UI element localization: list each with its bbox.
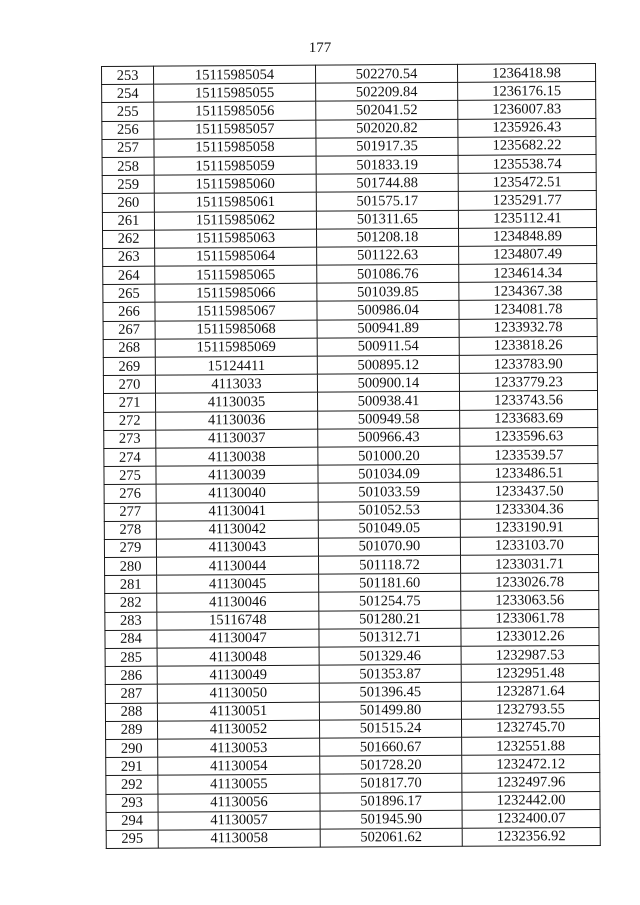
row-number-cell: 292	[106, 775, 158, 794]
point-id-cell: 41130051	[157, 702, 319, 721]
point-id-cell: 41130039	[156, 465, 318, 484]
row-number-cell: 285	[105, 648, 157, 667]
row-number-cell: 293	[106, 794, 158, 813]
row-number-cell: 271	[104, 394, 156, 413]
y-coordinate-cell: 1233061.78	[461, 609, 599, 628]
x-coordinate-cell: 500966.43	[318, 428, 460, 447]
row-number-cell: 260	[102, 193, 154, 212]
x-coordinate-cell: 501945.90	[320, 810, 462, 829]
point-id-cell: 41130057	[158, 811, 320, 830]
point-id-cell: 15115985062	[154, 211, 316, 230]
y-coordinate-cell: 1233596.63	[460, 427, 598, 446]
point-id-cell: 41130053	[158, 738, 320, 757]
row-number-cell: 259	[102, 175, 154, 194]
point-id-cell: 15115985061	[154, 192, 316, 211]
y-coordinate-cell: 1232497.96	[462, 773, 600, 792]
row-number-cell: 262	[103, 230, 155, 249]
x-coordinate-cell: 501312.71	[319, 628, 461, 647]
row-number-cell: 282	[105, 594, 157, 613]
x-coordinate-cell: 501280.21	[319, 610, 461, 629]
point-id-cell: 15115985055	[154, 83, 316, 102]
point-id-cell: 41130036	[156, 411, 318, 430]
y-coordinate-cell: 1234807.49	[459, 245, 597, 264]
x-coordinate-cell: 501118.72	[318, 555, 460, 574]
page-number: 177	[308, 40, 332, 56]
x-coordinate-cell: 502209.84	[316, 83, 458, 102]
point-id-cell: 41130044	[157, 556, 319, 575]
coordinates-table	[101, 63, 601, 849]
y-coordinate-cell: 1233486.51	[460, 464, 598, 483]
y-coordinate-cell: 1234848.89	[458, 227, 596, 246]
y-coordinate-cell: 1233783.90	[459, 354, 597, 373]
y-coordinate-cell: 1233304.36	[460, 500, 598, 519]
row-number-cell: 273	[104, 430, 156, 449]
point-id-cell: 41130035	[156, 393, 318, 412]
x-coordinate-cell: 502270.54	[315, 64, 457, 83]
y-coordinate-cell: 1232551.88	[462, 736, 600, 755]
point-id-cell: 41130054	[158, 756, 320, 775]
point-id-cell: 15115985057	[154, 120, 316, 139]
x-coordinate-cell: 500941.89	[317, 319, 459, 338]
x-coordinate-cell: 501039.85	[317, 283, 459, 302]
row-number-cell: 268	[103, 339, 155, 358]
point-id-cell: 41130056	[158, 793, 320, 812]
y-coordinate-cell: 1233063.56	[461, 591, 599, 610]
x-coordinate-cell: 501122.63	[317, 246, 459, 265]
row-number-cell: 270	[103, 375, 155, 394]
x-coordinate-cell: 501396.45	[319, 683, 461, 702]
x-coordinate-cell: 501086.76	[317, 264, 459, 283]
point-id-cell: 15115985068	[155, 320, 317, 339]
y-coordinate-cell: 1233031.71	[460, 555, 598, 574]
y-coordinate-cell: 1233779.23	[459, 373, 597, 392]
y-coordinate-cell: 1233683.69	[460, 409, 598, 428]
x-coordinate-cell: 501033.59	[318, 483, 460, 502]
x-coordinate-cell: 501833.19	[316, 155, 458, 174]
point-id-cell: 15115985060	[154, 174, 316, 193]
point-id-cell: 41130052	[158, 720, 320, 739]
point-id-cell: 41130050	[157, 684, 319, 703]
x-coordinate-cell: 501254.75	[319, 592, 461, 611]
row-number-cell: 277	[104, 503, 156, 522]
point-id-cell: 15115985059	[154, 156, 316, 175]
y-coordinate-cell: 1233818.26	[459, 336, 597, 355]
x-coordinate-cell: 500949.58	[318, 410, 460, 429]
x-coordinate-cell: 500938.41	[317, 392, 459, 411]
y-coordinate-cell: 1236418.98	[457, 63, 595, 82]
point-id-cell: 15115985069	[155, 338, 317, 357]
y-coordinate-cell: 1235538.74	[458, 154, 596, 173]
y-coordinate-cell: 1232472.12	[462, 755, 600, 774]
point-id-cell: 41130047	[157, 629, 319, 648]
x-coordinate-cell: 500911.54	[317, 337, 459, 356]
row-number-cell: 286	[105, 666, 157, 685]
coordinates-table-body	[102, 63, 601, 848]
x-coordinate-cell: 501070.90	[318, 537, 460, 556]
y-coordinate-cell: 1235291.77	[458, 191, 596, 210]
point-id-cell: 41130037	[156, 429, 318, 448]
row-number-cell: 281	[105, 575, 157, 594]
row-number-cell: 295	[106, 830, 158, 849]
point-id-cell: 41130049	[157, 665, 319, 684]
y-coordinate-cell: 1232793.55	[461, 700, 599, 719]
x-coordinate-cell: 502041.52	[316, 101, 458, 120]
x-coordinate-cell: 501744.88	[316, 173, 458, 192]
x-coordinate-cell: 501575.17	[316, 192, 458, 211]
x-coordinate-cell: 500900.14	[317, 374, 459, 393]
row-number-cell: 289	[106, 721, 158, 740]
row-number-cell: 287	[105, 685, 157, 704]
x-coordinate-cell: 501896.17	[320, 792, 462, 811]
point-id-cell: 15115985058	[154, 138, 316, 157]
y-coordinate-cell: 1232745.70	[461, 718, 599, 737]
x-coordinate-cell: 501049.05	[318, 519, 460, 538]
row-number-cell: 256	[102, 121, 154, 140]
row-number-cell: 254	[102, 84, 154, 103]
x-coordinate-cell: 501034.09	[318, 464, 460, 483]
x-coordinate-cell: 502061.62	[320, 828, 462, 847]
row-number-cell: 261	[102, 212, 154, 231]
point-id-cell: 41130042	[156, 520, 318, 539]
y-coordinate-cell: 1233103.70	[460, 536, 598, 555]
x-coordinate-cell: 501515.24	[319, 719, 461, 738]
x-coordinate-cell: 501817.70	[320, 774, 462, 793]
x-coordinate-cell: 501311.65	[316, 210, 458, 229]
x-coordinate-cell: 501728.20	[320, 755, 462, 774]
y-coordinate-cell: 1233932.78	[459, 318, 597, 337]
y-coordinate-cell: 1233437.50	[460, 482, 598, 501]
point-id-cell: 15115985063	[155, 229, 317, 248]
row-number-cell: 255	[102, 103, 154, 122]
x-coordinate-cell: 501660.67	[320, 737, 462, 756]
y-coordinate-cell: 1234081.78	[459, 300, 597, 319]
row-number-cell: 258	[102, 157, 154, 176]
y-coordinate-cell: 1234614.34	[459, 264, 597, 283]
x-coordinate-cell: 500895.12	[317, 355, 459, 374]
row-number-cell: 257	[102, 139, 154, 158]
point-id-cell: 41130055	[158, 774, 320, 793]
row-number-cell: 265	[103, 284, 155, 303]
x-coordinate-cell: 501917.35	[316, 137, 458, 156]
x-coordinate-cell: 501353.87	[319, 664, 461, 683]
point-id-cell: 15115985064	[155, 247, 317, 266]
row-number-cell: 267	[103, 321, 155, 340]
row-number-cell: 269	[103, 357, 155, 376]
row-number-cell: 290	[106, 739, 158, 758]
point-id-cell: 41130045	[157, 574, 319, 593]
y-coordinate-cell: 1234367.38	[459, 282, 597, 301]
point-id-cell: 41130043	[156, 538, 318, 557]
y-coordinate-cell: 1236007.83	[458, 100, 596, 119]
point-id-cell: 15115985065	[155, 265, 317, 284]
point-id-cell: 15115985066	[155, 283, 317, 302]
row-number-cell: 278	[104, 521, 156, 540]
y-coordinate-cell: 1235472.51	[458, 173, 596, 192]
point-id-cell: 15115985054	[154, 65, 316, 84]
row-number-cell: 279	[104, 539, 156, 558]
y-coordinate-cell: 1232442.00	[462, 791, 600, 810]
row-number-cell: 274	[104, 448, 156, 467]
row-number-cell: 276	[104, 484, 156, 503]
x-coordinate-cell: 501329.46	[319, 646, 461, 665]
y-coordinate-cell: 1235682.22	[458, 136, 596, 155]
x-coordinate-cell: 501052.53	[318, 501, 460, 520]
x-coordinate-cell: 501181.60	[319, 574, 461, 593]
row-number-cell: 283	[105, 612, 157, 631]
y-coordinate-cell: 1232356.92	[462, 827, 600, 846]
x-coordinate-cell: 500986.04	[317, 301, 459, 320]
point-id-cell: 15116748	[157, 611, 319, 630]
y-coordinate-cell: 1233190.91	[460, 518, 598, 537]
point-id-cell: 41130038	[156, 447, 318, 466]
row-number-cell: 263	[103, 248, 155, 267]
point-id-cell: 41130041	[156, 502, 318, 521]
y-coordinate-cell: 1233012.26	[461, 627, 599, 646]
x-coordinate-cell: 501499.80	[319, 701, 461, 720]
y-coordinate-cell: 1232871.64	[461, 682, 599, 701]
y-coordinate-cell: 1232400.07	[462, 809, 600, 828]
x-coordinate-cell: 501000.20	[318, 446, 460, 465]
row-number-cell: 266	[103, 303, 155, 322]
row-number-cell: 280	[105, 557, 157, 576]
point-id-cell: 15115985056	[154, 102, 316, 121]
row-number-cell: 291	[106, 757, 158, 776]
x-coordinate-cell: 502020.82	[316, 119, 458, 138]
row-number-cell: 264	[103, 266, 155, 285]
point-id-cell: 41130046	[157, 593, 319, 612]
point-id-cell: 41130040	[156, 483, 318, 502]
y-coordinate-cell: 1233743.56	[459, 391, 597, 410]
row-number-cell: 272	[104, 412, 156, 431]
y-coordinate-cell: 1236176.15	[458, 82, 596, 101]
y-coordinate-cell: 1235926.43	[458, 118, 596, 137]
y-coordinate-cell: 1232987.53	[461, 645, 599, 664]
point-id-cell: 41130048	[157, 647, 319, 666]
x-coordinate-cell: 501208.18	[316, 228, 458, 247]
row-number-cell: 253	[102, 66, 154, 85]
point-id-cell: 41130058	[158, 829, 320, 848]
row-number-cell: 288	[105, 703, 157, 722]
row-number-cell: 294	[106, 812, 158, 831]
row-number-cell: 284	[105, 630, 157, 649]
point-id-cell: 15124411	[155, 356, 317, 375]
table-row	[106, 827, 600, 848]
y-coordinate-cell: 1233026.78	[461, 573, 599, 592]
point-id-cell: 15115985067	[155, 302, 317, 321]
y-coordinate-cell: 1233539.57	[460, 445, 598, 464]
y-coordinate-cell: 1235112.41	[458, 209, 596, 228]
y-coordinate-cell: 1232951.48	[461, 664, 599, 683]
row-number-cell: 275	[104, 466, 156, 485]
point-id-cell: 4113033	[155, 374, 317, 393]
